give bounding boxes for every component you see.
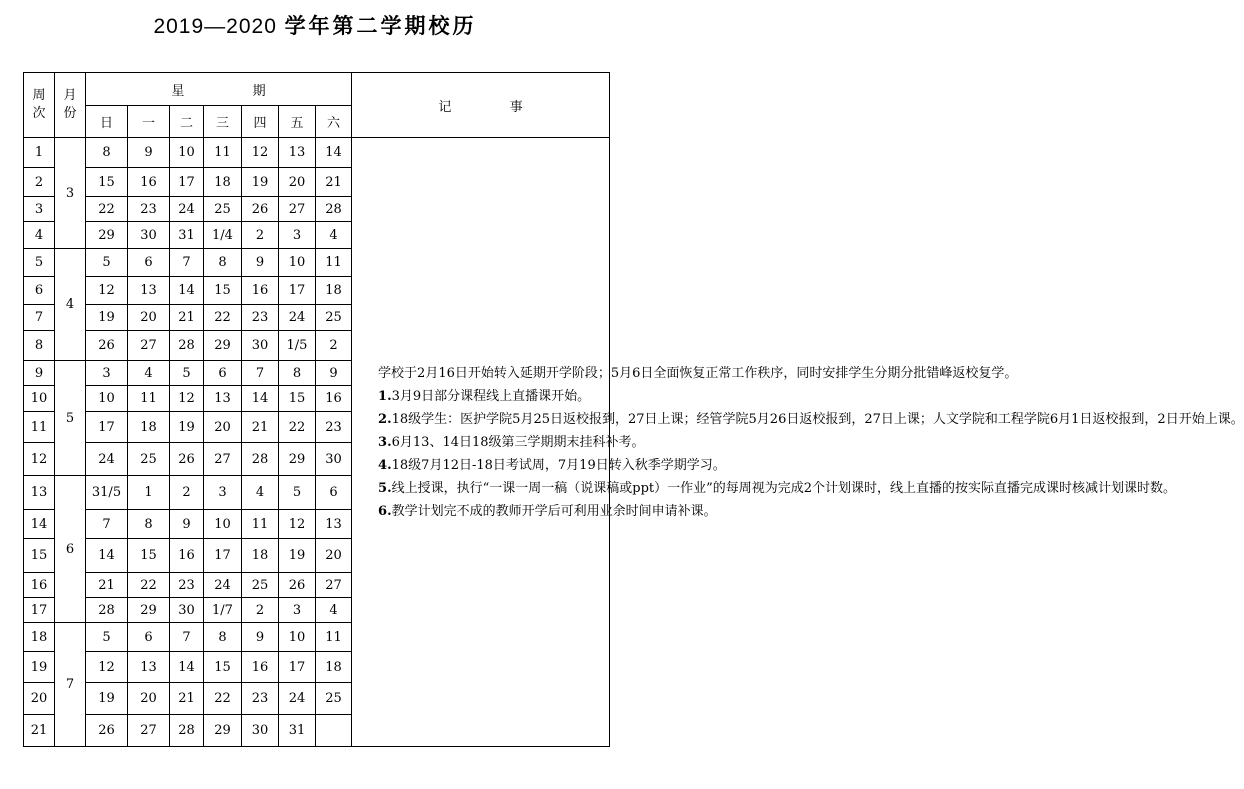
- header-weekday-char-1: 星: [171, 83, 185, 99]
- week-number: 2: [24, 168, 55, 197]
- day-cell: 27: [279, 197, 316, 222]
- day-cell: 30: [128, 222, 170, 249]
- remarks-item-text: 18级7月12日-18日考试周，7月19日转入秋季学期学习。: [391, 457, 726, 473]
- day-cell: 17: [279, 277, 316, 305]
- day-cell: 16: [170, 539, 204, 573]
- remarks-item: [352, 408, 1244, 431]
- day-cell: 9: [128, 138, 170, 168]
- day-cell: 21: [86, 573, 128, 598]
- day-cell: 23: [242, 305, 279, 331]
- day-cell: 23: [170, 573, 204, 598]
- day-cell: 26: [279, 573, 316, 598]
- day-cell: 12: [86, 277, 128, 305]
- day-cell: 1: [128, 476, 170, 510]
- day-cell: 30: [242, 331, 279, 361]
- day-cell: 12: [170, 386, 204, 412]
- day-cell: 27: [128, 715, 170, 747]
- day-cell: 28: [170, 715, 204, 747]
- month-cell: 6: [55, 476, 86, 623]
- day-cell: 21: [316, 168, 352, 197]
- day-cell: 13: [128, 277, 170, 305]
- week-number: 19: [24, 652, 55, 683]
- title-text: 学年第二学期校历: [284, 13, 477, 38]
- day-cell: 27: [204, 443, 242, 476]
- month-cell: 7: [55, 623, 86, 747]
- day-cell: 15: [128, 539, 170, 573]
- header-remarks: [352, 73, 610, 138]
- day-cell: 9: [242, 249, 279, 277]
- day-cell: 14: [170, 652, 204, 683]
- week-number: 7: [24, 305, 55, 331]
- day-cell: 30: [316, 443, 352, 476]
- day-cell: 7: [242, 361, 279, 386]
- day-cell: 5: [86, 249, 128, 277]
- week-number: 12: [24, 443, 55, 476]
- day-cell: 8: [86, 138, 128, 168]
- remarks-item-number: 6.: [378, 503, 392, 519]
- remarks-item-number: 1.: [378, 388, 392, 404]
- header-day-4: 三: [204, 106, 242, 138]
- day-cell: 1/4: [204, 222, 242, 249]
- day-cell: 3: [279, 222, 316, 249]
- day-cell: 30: [170, 598, 204, 623]
- day-cell: 20: [279, 168, 316, 197]
- day-cell: 5: [170, 361, 204, 386]
- day-cell: 31: [279, 715, 316, 747]
- month-cell: 3: [55, 138, 86, 249]
- remarks-item-number: 3.: [378, 434, 392, 450]
- week-number: 13: [24, 476, 55, 510]
- day-cell: 13: [279, 138, 316, 168]
- day-cell: 23: [128, 197, 170, 222]
- day-cell: 15: [86, 168, 128, 197]
- day-cell: 10: [86, 386, 128, 412]
- day-cell: 25: [128, 443, 170, 476]
- day-cell: 27: [316, 573, 352, 598]
- header-month-char-1: 月: [63, 88, 77, 103]
- day-cell: 8: [279, 361, 316, 386]
- day-cell: 19: [242, 168, 279, 197]
- day-cell: 3: [204, 476, 242, 510]
- day-cell: 20: [316, 539, 352, 573]
- day-cell: 24: [86, 443, 128, 476]
- day-cell: 12: [86, 652, 128, 683]
- day-cell: 28: [170, 331, 204, 361]
- day-cell: 3: [279, 598, 316, 623]
- title-year-range: 2019—2020: [153, 15, 277, 38]
- week-number: 21: [24, 715, 55, 747]
- day-cell: 14: [170, 277, 204, 305]
- day-cell: 17: [86, 412, 128, 443]
- day-cell: 19: [279, 539, 316, 573]
- day-cell: 9: [170, 510, 204, 539]
- day-cell: 17: [279, 652, 316, 683]
- day-cell: 1/5: [279, 331, 316, 361]
- day-cell: 20: [204, 412, 242, 443]
- day-cell: 28: [316, 197, 352, 222]
- week-number: 15: [24, 539, 55, 573]
- day-cell: 22: [204, 683, 242, 715]
- day-cell: 10: [204, 510, 242, 539]
- day-cell: 11: [128, 386, 170, 412]
- day-cell: 6: [128, 623, 170, 652]
- day-cell: 4: [316, 598, 352, 623]
- day-cell: 17: [204, 539, 242, 573]
- remarks-item: [352, 500, 717, 523]
- day-cell: 10: [279, 623, 316, 652]
- day-cell: 19: [170, 412, 204, 443]
- remarks-item-text: 线上授课，执行“一课一周一稿（说课稿或ppt）一作业”的每周视为完成2个计划课时，线上直播的按实际直播完成课时核减计划课时数。: [391, 480, 1177, 496]
- page-title: [0, 10, 630, 40]
- day-cell: 16: [242, 652, 279, 683]
- week-number: 10: [24, 386, 55, 412]
- day-cell: 20: [128, 683, 170, 715]
- day-cell: 25: [316, 305, 352, 331]
- week-number: 11: [24, 412, 55, 443]
- header-week-char-1: 周: [32, 88, 46, 103]
- remarks-item: [352, 477, 1177, 500]
- day-cell: 26: [170, 443, 204, 476]
- day-cell: 23: [242, 683, 279, 715]
- day-cell: 29: [86, 222, 128, 249]
- day-cell: 18: [316, 277, 352, 305]
- day-cell: 11: [316, 249, 352, 277]
- remarks-item-text: 18级学生：医护学院5月25日返校报到，27日上课；经管学院5月26日返校报到，27日上课；人文学院和工程学院6月1日返校报到，2日开始上课。: [391, 411, 1244, 427]
- day-cell: 2: [242, 222, 279, 249]
- day-cell: 13: [128, 652, 170, 683]
- day-cell: 15: [279, 386, 316, 412]
- day-cell: 26: [242, 197, 279, 222]
- day-cell: 10: [279, 249, 316, 277]
- day-cell: 12: [242, 138, 279, 168]
- remarks-item: [352, 385, 609, 408]
- header-day-2: 一: [128, 106, 170, 138]
- calendar-table: [23, 72, 1244, 747]
- day-cell: 23: [316, 412, 352, 443]
- day-cell: 22: [204, 305, 242, 331]
- day-cell: 17: [170, 168, 204, 197]
- day-cell: 30: [242, 715, 279, 747]
- week-number: 9: [24, 361, 55, 386]
- day-cell: 16: [242, 277, 279, 305]
- day-cell: 18: [204, 168, 242, 197]
- day-cell: 9: [242, 623, 279, 652]
- header-weekday-group: [86, 73, 352, 106]
- day-cell: 1/7: [204, 598, 242, 623]
- day-cell: 29: [279, 443, 316, 476]
- day-cell: 4: [242, 476, 279, 510]
- day-cell: [316, 715, 352, 747]
- week-number: 14: [24, 510, 55, 539]
- day-cell: 19: [86, 305, 128, 331]
- week-number: 6: [24, 277, 55, 305]
- day-cell: 25: [242, 573, 279, 598]
- week-number: 17: [24, 598, 55, 623]
- day-cell: 25: [316, 683, 352, 715]
- day-cell: 14: [86, 539, 128, 573]
- day-cell: 6: [204, 361, 242, 386]
- remarks-item-text: 3月9日部分课程线上直播课开始。: [391, 388, 591, 404]
- remarks-item-text: 教学计划完不成的教师开学后可利用业余时间申请补课。: [391, 503, 717, 519]
- day-cell: 26: [86, 715, 128, 747]
- day-cell: 2: [242, 598, 279, 623]
- day-cell: 15: [204, 277, 242, 305]
- day-cell: 25: [204, 197, 242, 222]
- header-day-6: 五: [279, 106, 316, 138]
- remarks-item-text: 6月13、14日18级第三学期期末挂科补考。: [391, 434, 645, 450]
- day-cell: 4: [128, 361, 170, 386]
- remarks-cell: [352, 138, 1244, 747]
- day-cell: 22: [128, 573, 170, 598]
- day-cell: 28: [242, 443, 279, 476]
- day-cell: 18: [242, 539, 279, 573]
- day-cell: 12: [279, 510, 316, 539]
- day-cell: 16: [128, 168, 170, 197]
- day-cell: 18: [316, 652, 352, 683]
- header-remarks-char-1: 记: [438, 99, 452, 115]
- month-cell: 5: [55, 361, 86, 476]
- day-cell: 29: [204, 715, 242, 747]
- week-row: [24, 138, 610, 168]
- day-cell: 6: [128, 249, 170, 277]
- week-number: 3: [24, 197, 55, 222]
- day-cell: 18: [128, 412, 170, 443]
- day-cell: 8: [204, 249, 242, 277]
- remarks-item-number: 2.: [378, 411, 392, 427]
- header-weekday-char-2: 期: [252, 83, 266, 99]
- day-cell: 5: [279, 476, 316, 510]
- day-cell: 24: [279, 305, 316, 331]
- remarks-intro: 学校于2月16日开始转入延期开学阶段；5月6日全面恢复正常工作秩序，同时安排学生分期分批错峰返校复学。: [378, 365, 1018, 381]
- day-cell: 13: [316, 510, 352, 539]
- day-cell: 21: [242, 412, 279, 443]
- header-remarks-char-2: 事: [509, 99, 523, 115]
- day-cell: 22: [86, 197, 128, 222]
- month-cell: 4: [55, 249, 86, 361]
- header-week: [24, 73, 55, 138]
- day-cell: 9: [316, 361, 352, 386]
- day-cell: 4: [316, 222, 352, 249]
- day-cell: 29: [128, 598, 170, 623]
- header-month: [55, 73, 86, 138]
- week-number: 18: [24, 623, 55, 652]
- day-cell: 2: [170, 476, 204, 510]
- day-cell: 8: [204, 623, 242, 652]
- day-cell: 16: [316, 386, 352, 412]
- day-cell: 28: [86, 598, 128, 623]
- day-cell: 26: [86, 331, 128, 361]
- day-cell: 3: [86, 361, 128, 386]
- header-day-3: 二: [170, 106, 204, 138]
- day-cell: 15: [204, 652, 242, 683]
- week-number: 5: [24, 249, 55, 277]
- day-cell: 14: [316, 138, 352, 168]
- day-cell: 19: [86, 683, 128, 715]
- week-number: 1: [24, 138, 55, 168]
- header-month-char-2: 份: [63, 106, 77, 121]
- day-cell: 14: [242, 386, 279, 412]
- day-cell: 24: [204, 573, 242, 598]
- week-number: 4: [24, 222, 55, 249]
- day-cell: 11: [204, 138, 242, 168]
- remarks-item-number: 5.: [378, 480, 392, 496]
- day-cell: 22: [279, 412, 316, 443]
- day-cell: 7: [170, 623, 204, 652]
- remarks-item-number: 4.: [378, 457, 392, 473]
- day-cell: 24: [279, 683, 316, 715]
- header-day-5: 四: [242, 106, 279, 138]
- day-cell: 7: [86, 510, 128, 539]
- day-cell: 11: [316, 623, 352, 652]
- remarks-item: [352, 454, 726, 477]
- day-cell: 13: [204, 386, 242, 412]
- day-cell: 31: [170, 222, 204, 249]
- week-number: 8: [24, 331, 55, 361]
- header-day-7: 六: [316, 106, 352, 138]
- day-cell: 8: [128, 510, 170, 539]
- day-cell: 21: [170, 305, 204, 331]
- day-cell: 10: [170, 138, 204, 168]
- day-cell: 27: [128, 331, 170, 361]
- day-cell: 11: [242, 510, 279, 539]
- day-cell: 21: [170, 683, 204, 715]
- header-day-1: 日: [86, 106, 128, 138]
- header-week-char-2: 次: [32, 106, 46, 121]
- day-cell: 7: [170, 249, 204, 277]
- day-cell: 5: [86, 623, 128, 652]
- week-number: 20: [24, 683, 55, 715]
- day-cell: 24: [170, 197, 204, 222]
- day-cell: 31/5: [86, 476, 128, 510]
- day-cell: 6: [316, 476, 352, 510]
- day-cell: 20: [128, 305, 170, 331]
- day-cell: 29: [204, 331, 242, 361]
- week-number: 16: [24, 573, 55, 598]
- day-cell: 2: [316, 331, 352, 361]
- remarks-item: [352, 431, 645, 454]
